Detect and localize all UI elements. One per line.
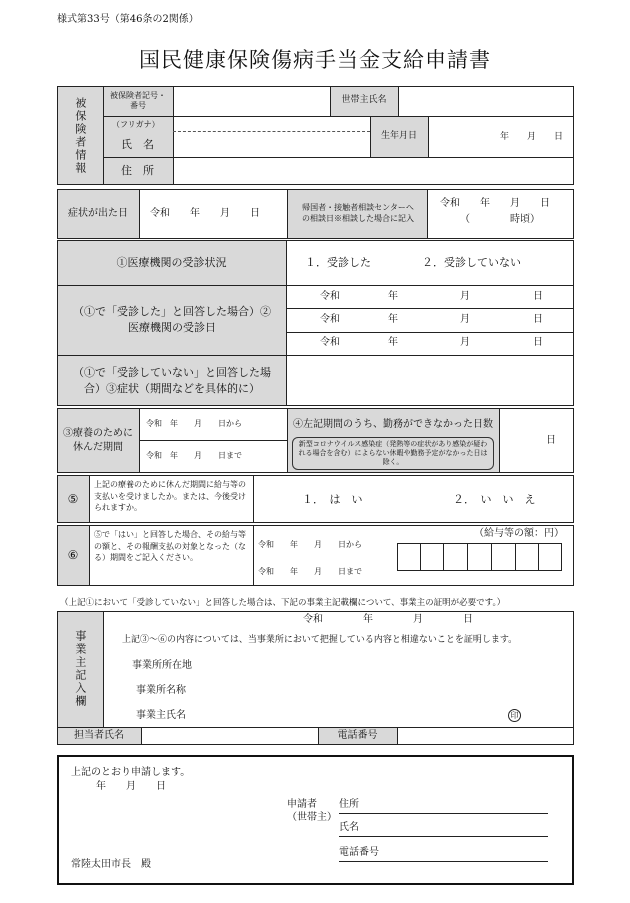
householder-field[interactable] (399, 87, 573, 115)
applicant-label: 申請者 (287, 799, 317, 810)
applicant-name-line[interactable] (339, 836, 548, 837)
q4-from-date[interactable]: 令和 年 月 日から (146, 419, 242, 428)
application-intro: 上記のとおり申請します。 (71, 767, 191, 778)
q6-amount-label: （給与等の額：円） (474, 528, 564, 539)
householder-label: 世帯主氏名 (341, 95, 387, 106)
contact-name-field[interactable] (142, 728, 317, 744)
q4-label: ③療養のために休んだ期間 (63, 428, 133, 453)
q6-number: ⑥ (67, 548, 79, 562)
year: 年 (388, 291, 398, 302)
symbol-number-field[interactable] (174, 87, 329, 115)
q3-label: （①で「受診していない」と回答した場合）③症状（期間などを具体的に） (73, 365, 271, 395)
q4-days-unit: 日 (546, 435, 556, 446)
form-number: 様式第33号（第46条の2関係） (57, 14, 199, 25)
furigana-label: （フリガナ） (112, 120, 160, 129)
employer-note: （上記①において「受診していない」と回答した場合は、下記の事業主記載欄について、事業主の証明が必要です。） (60, 598, 506, 608)
page-title: 国民健康保険傷病手当金支給申請書 (139, 48, 491, 72)
applicant-phone-line[interactable] (339, 861, 548, 862)
addressee: 常陸太田市長 殿 (71, 859, 151, 870)
q1-option-visited[interactable]: １．受診した (305, 256, 371, 269)
q4-days-note: 新型コロナウイルス感染症（発熱等の症状があり感染が疑われる場合を含む）によらない休暇や勤務予定がなかった日は除く。 (298, 439, 488, 467)
consult-date-field[interactable]: 令和 年 月 日 (440, 198, 550, 209)
q5-question: 上記の療養のために休んだ期間に給与等の支払いを受けましたか。または、今後受けられますか。 (94, 480, 246, 513)
company-name-label: 事業所名称 (136, 685, 186, 696)
day: 日 (533, 337, 543, 348)
address-field[interactable] (174, 158, 573, 184)
owner-name-label: 事業主氏名 (136, 710, 186, 721)
year: 年 (388, 337, 398, 348)
householder-note: （世帯主） (287, 812, 337, 823)
address-label: 住 所 (121, 164, 154, 177)
onset-label: 症状が出た日 (68, 207, 128, 219)
q4-days-field[interactable] (500, 409, 573, 472)
q5-number: ⑤ (67, 491, 79, 506)
applicant-name-label: 氏名 (339, 822, 359, 833)
day: 日 (533, 291, 543, 302)
birth-label: 生年月日 (380, 130, 417, 141)
employer-date[interactable]: 令和 年 月 日 (303, 614, 473, 625)
insured-section-label: 被保険者情報 (73, 96, 87, 175)
application-date[interactable]: 年 月 日 (96, 781, 166, 792)
name-label: 氏 名 (121, 138, 154, 151)
q2-label: （①で「受診した」と回答した場合）②医療機関の受診日 (73, 304, 271, 334)
q1-option-not-visited[interactable]: ２．受診していない (422, 256, 521, 269)
day: 日 (533, 314, 543, 325)
q6-to-date[interactable]: 令和 年 月 日まで (258, 567, 362, 576)
employer-phone-field[interactable] (398, 728, 573, 744)
q3-symptoms-field[interactable] (287, 356, 573, 405)
name-field[interactable] (174, 117, 369, 156)
seal-mark: 印 (508, 709, 521, 722)
q4-to-date[interactable]: 令和 年 月 日まで (146, 451, 242, 460)
applicant-address-label: 住所 (339, 799, 359, 810)
applicant-phone-label: 電話番号 (339, 847, 379, 858)
q6-from-date[interactable]: 令和 年 月 日から (258, 540, 362, 549)
q4-days-label: ④左記期間のうち、勤務ができなかった日数 (293, 418, 493, 430)
era: 令和 (320, 337, 340, 348)
month: 月 (460, 337, 470, 348)
q5-option-yes[interactable]: １． は い (302, 493, 363, 506)
month: 月 (460, 314, 470, 325)
q6-question: ⑤で「はい」と回答した場合、その給与等の額と、その報酬支払の対象となった（なる）期間をご記入ください。 (94, 530, 246, 563)
applicant-address-line[interactable] (339, 813, 548, 814)
employer-statement: 上記③～⑥の内容については、当事業所において把握している内容と相違ないことを証明します。 (122, 635, 518, 645)
consult-label: 帰国者・接触者相談センターへの相談日※相談した場合に記入 (302, 203, 414, 223)
birth-date-field[interactable]: 年 月 日 (500, 132, 564, 142)
era: 令和 (320, 291, 340, 302)
contact-name-label: 担当者氏名 (74, 729, 124, 741)
symbol-number-label: 被保険者記号・番号 (110, 91, 166, 110)
q5-option-no[interactable]: ２． い い え (453, 493, 536, 506)
consult-time-field[interactable]: （ 時頃） (460, 214, 540, 225)
onset-date-field[interactable]: 令和 年 月 日 (150, 208, 260, 219)
q1-label: ①医療機関の受診状況 (116, 255, 227, 269)
employer-section-label: 事業主記入欄 (73, 630, 87, 708)
month: 月 (460, 291, 470, 302)
year: 年 (388, 314, 398, 325)
company-address-label: 事業所所在地 (132, 660, 192, 671)
era: 令和 (320, 314, 340, 325)
employer-phone-label: 電話番号 (337, 729, 378, 741)
